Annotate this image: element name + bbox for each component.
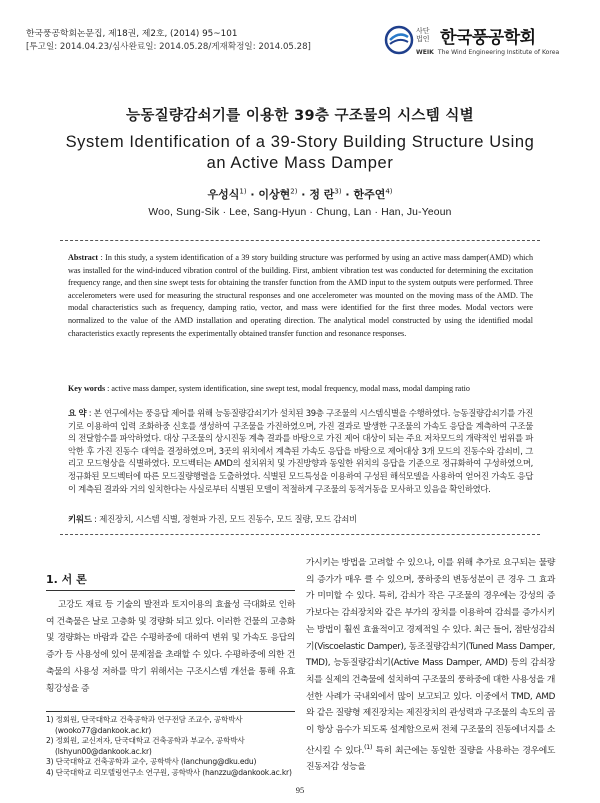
korean-keywords-label: 키워드 bbox=[68, 514, 92, 524]
footnote-divider bbox=[46, 711, 295, 712]
logo-small-text bbox=[416, 27, 430, 43]
korean-abstract-text: : 본 연구에서는 풍응답 제어를 위해 능동질량감쇠기가 설치된 39층 구조물의 시스템식별을 수행하였다. 능동질량감쇠기를 가진기로 이용하여 입력 조화하중 신호를 생성하여 구조물을 가진하였으며, 가진 결과로 발생한 구조물의 가속도 응답을 계측하여 구조물의 전달함수를 파악하였다. 대상 구조물의 상시진동 계측 결과를 바탕으로 가진 제어 대상이 되는 주요 저차모드의 개략적인 범위를 파악한 후 가진 진동수 대역을 결정하였으며, 3곳의 위치에서 계측된 가속도 응답을 바탕으로 제어대상 3개 모드의 진동수와 감쇠비, 그리고 모드형상을 식별하였다. 모드벡터는 AMD의 설치위치 및 가진방향과 동일한 위치의 응답을 기준으로 정규화하여 구성하였으며, 정규화된 모드벡터에 따른 모드질량행렬을 도출하였다. 식별된 모드특성을 이용하여 구성된 해석모델을 사용하여 얻어진 가속도 응답이 계측된 결과와 거의 일치한다는 사실로부터 식별된 모델이 적절하게 구조물의 동적거동을 모사하고 있음을 확인하였다. bbox=[68, 408, 533, 494]
abstract-english bbox=[68, 252, 533, 340]
right-column-tail: 특히 최근에는 동일한 질량을 사용하는 경우에도 진동저감 성능을 bbox=[306, 745, 555, 773]
keywords-korean bbox=[68, 513, 533, 525]
korean-abstract-label: 요 약 bbox=[68, 408, 87, 418]
footnote-1: 1) 정회원, 단국대학교 건축공학과 연구전담 조교수, 공학박사 (wooko77@dankook.ac.kr) bbox=[46, 715, 243, 735]
logo-korean-name: 한국풍공학회 bbox=[440, 28, 536, 48]
journal-citation: 한국풍공학회논문집, 제18권, 제2호, (2014) 95~101 bbox=[26, 29, 238, 39]
author-footnotes bbox=[46, 715, 298, 779]
logo-english-name bbox=[416, 49, 559, 56]
title-english-line2: an Active Mass Damper bbox=[206, 154, 394, 172]
footnote-3: 3) 단국대학교 건축공학과 교수, 공학박사 (lanchung@dku.edu) bbox=[46, 757, 257, 767]
author-1-affil: 1) bbox=[239, 187, 247, 196]
abstract-top-divider bbox=[60, 240, 540, 241]
journal-header bbox=[26, 28, 311, 53]
society-logo bbox=[384, 22, 574, 62]
section-heading-underline bbox=[46, 590, 295, 591]
page-number: 95 bbox=[295, 785, 305, 795]
logo-small-line: 사단 법인 bbox=[416, 27, 430, 43]
right-column-text: 가시키는 방법을 고려할 수 있으나, 이를 위해 추가로 요구되는 물량의 증가가 매우 클 수 있으며, 풍하중의 변동성분이 큰 경우 그 효과가 미미할 수 있다. 특히, 감쇠가 작은 구조물의 경우에는 강성의 증가보다는 감쇠장치와 같은 부가의 장치를 이용하여 감쇠를 증가시키는 방법이 훨씬 효율적이고 경제적일 수 있다. 최근 들어, 점탄성감쇠기(Viscoelastic Damper), 동조질량감쇠기(Tuned Mass Damper, TMD), 능동질량감쇠기(Active Mass Damper, AMD) 등의 감쇠장치를 실제의 건축물에 설치하여 구조물의 풍하중에 대한 사용성을 개선한 사례가 국내외에서 많이 보고되고 있다. 이중에서 TMD, AMD와 같은 질량형 제진장치는 제진장치의 관성력과 구조물의 속도의 곱이 항상 음수가 되도록 설계함으로써 전체 구조물의 진동에너지를 소산시킬 수 있다. bbox=[306, 558, 555, 756]
title-korean: 능동질량감쇠기를 이용한 39층 구조물의 시스템 식별 bbox=[126, 108, 474, 124]
right-column-paragraph bbox=[306, 555, 555, 776]
abstract-text: : In this study, a system identification of a 39 story building structure was performed by using an active mass damper(AMD) which was installed for the wind-induced vibration control of the building. First, ambient vibration test was conducted for determining the excitation frequency range, and then sine swept tests for obtaining the transfer function from the AMD input to the system outputs were performed. Three accelerometers were used for measuring the structural responses and one accelerometer was mounted on the moving mass of the AMD. The modal characteristics such as frequency, damping ratio, vector, and mass were identified for the first three modes. Modal vectors were normalized to the value of the AMD installation and operating direction. The analytical model constructed by using the identified modal characteristics exactly represents the experimentally obtained transfer function and resonance responses. bbox=[68, 253, 533, 338]
author-sep: · bbox=[246, 188, 259, 201]
authors-english: Woo, Sung-Sik · Lee, Sang-Hyun · Chung, Lan · Han, Ju-Yeoun bbox=[148, 207, 452, 218]
submission-dates: [투고일: 2014.04.23/심사완료일: 2014.05.28/게재확정일: 2014.05.28] bbox=[26, 41, 311, 52]
abstract-label: Abstract bbox=[68, 253, 99, 262]
title-english-line1: System Identification of a 39-Story Building Structure Using bbox=[65, 133, 535, 151]
author-4: 한주연 bbox=[353, 188, 386, 201]
footnote-2: 2) 정회원, 교신저자, 단국대학교 건축공학과 부교수, 공학박사 (lshyun00@dankook.ac.kr) bbox=[46, 736, 245, 756]
section-heading-introduction: 1. 서 론 bbox=[46, 573, 87, 586]
logo-acronym: WEIK bbox=[416, 49, 434, 56]
author-sep: · bbox=[341, 188, 354, 201]
author-4-affil: 4) bbox=[385, 187, 393, 196]
intro-paragraph: 고강도 재료 등 기술의 발전과 토지이용의 효율성 극대화로 인하여 건축물은 날로 고층화 및 경량화 되고 있다. 이러한 건물의 고층화 및 경량화는 바람과 같은 수평하중에 대하여 변위 및 가속도 응답의 증가 등 사용성에 있어 문제점을 초래할 수 있다. 수평하중에 의한 건축물의 사용성 저하를 막기 위해서는 구조시스템 개선을 통해 유효 횡강성을 증 bbox=[46, 600, 295, 694]
author-1: 우성식 bbox=[207, 188, 240, 201]
authors-korean bbox=[0, 186, 600, 202]
author-sep: · bbox=[297, 188, 310, 201]
author-2: 이상현 bbox=[258, 188, 291, 201]
korean-keywords-text: : 제진장치, 시스템 식별, 정현파 가진, 모드 진동수, 모드 질량, 모드 감쇠비 bbox=[91, 514, 358, 524]
keywords-english bbox=[68, 383, 533, 395]
reference-citation: (1) bbox=[363, 742, 373, 751]
abstract-korean bbox=[68, 407, 533, 495]
logo-english-text: The Wind Engineering Institute of Korea bbox=[437, 49, 560, 56]
author-2-affil: 2) bbox=[290, 187, 298, 196]
author-3-affil: 3) bbox=[334, 187, 342, 196]
footnote-4: 4) 단국대학교 리모델링연구소 연구원, 공학박사 (hanzzu@dankook.ac.kr) bbox=[46, 767, 292, 777]
wind-swirl-logo-icon bbox=[384, 25, 414, 55]
abstract-bottom-divider bbox=[60, 534, 540, 535]
keywords-text: : active mass damper, system identification, sine swept test, modal frequency, modal mass, modal damping ratio bbox=[105, 384, 470, 393]
keywords-label: Key words bbox=[68, 384, 106, 393]
title-english bbox=[60, 132, 540, 174]
author-3: 정 란 bbox=[309, 188, 335, 201]
